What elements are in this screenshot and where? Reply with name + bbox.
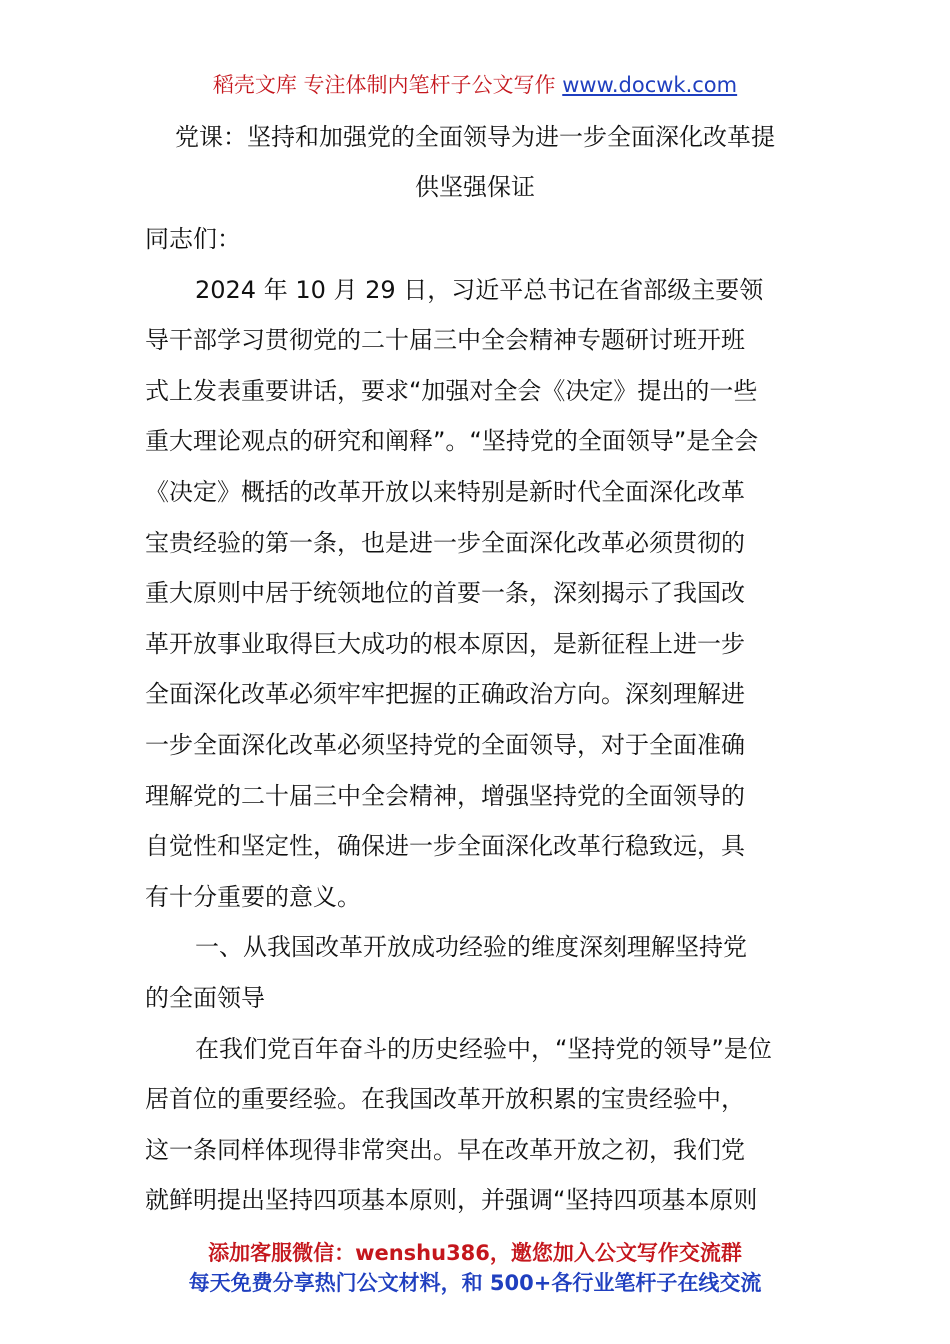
body-line: 有十分重要的意义。	[145, 882, 361, 911]
body-line: 2024 年 10 月 29 日，习近平总书记在省部级主要领	[195, 275, 764, 304]
document-body	[145, 214, 815, 1226]
body-line: 一步全面深化改革必须坚持党的全面领导，对于全面准确	[145, 730, 745, 759]
section-heading-line: 的全面领导	[145, 983, 265, 1012]
body-line: 革开放事业取得巨大成功的根本原因，是新征程上进一步	[145, 629, 745, 658]
body-line: 重大原则中居于统领地位的首要一条，深刻揭示了我国改	[145, 579, 745, 608]
body-line: 自觉性和坚定性，确保进一步全面深化改革行稳致远，具	[145, 832, 745, 861]
body-line: 这一条同样体现得非常突出。早在改革开放之初，我们党	[145, 1135, 745, 1164]
document-title	[145, 112, 805, 212]
body-line: 《决定》概括的改革开放以来特别是新时代全面深化改革	[145, 477, 745, 506]
body-line: 就鲜明提出坚持四项基本原则，并强调“坚持四项基本原则	[145, 1186, 758, 1215]
body-line: 导干部学习贯彻党的二十届三中全会精神专题研讨班开班	[145, 326, 745, 355]
body-line: 重大理论观点的研究和阐释”。“坚持党的全面领导”是全会	[145, 427, 759, 456]
body-line: 居首位的重要经验。在我国改革开放积累的宝贵经验中，	[145, 1085, 745, 1114]
footer-line-1: 添加客服微信：wenshu386，邀您加入公文写作交流群	[208, 1241, 742, 1265]
body-line: 在我们党百年奋斗的历史经验中，“坚持党的领导”是位	[195, 1034, 772, 1063]
watermark-header	[0, 70, 950, 100]
title-line-2: 供坚强保证	[415, 173, 535, 201]
body-line: 式上发表重要讲话，要求“加强对全会《决定》提出的一些	[145, 376, 758, 405]
section-heading-line: 一、从我国改革开放成功经验的维度深刻理解坚持党	[195, 933, 747, 962]
body-line: 全面深化改革必须牢牢把握的正确政治方向。深刻理解进	[145, 680, 745, 709]
title-line-1: 党课：坚持和加强党的全面领导为进一步全面深化改革提	[175, 123, 775, 151]
header-brand-text: 稻壳文库 专注体制内笔杆子公文写作	[212, 73, 556, 97]
salutation: 同志们：	[145, 225, 241, 253]
header-url-link[interactable]: www.docwk.com	[562, 73, 738, 97]
watermark-footer	[0, 1238, 950, 1298]
body-line: 宝贵经验的第一条，也是进一步全面深化改革必须贯彻的	[145, 528, 745, 557]
footer-line-2: 每天免费分享热门公文材料，和 500+各行业笔杆子在线交流	[188, 1271, 762, 1295]
body-line: 理解党的二十届三中全会精神，增强坚持党的全面领导的	[145, 781, 745, 810]
